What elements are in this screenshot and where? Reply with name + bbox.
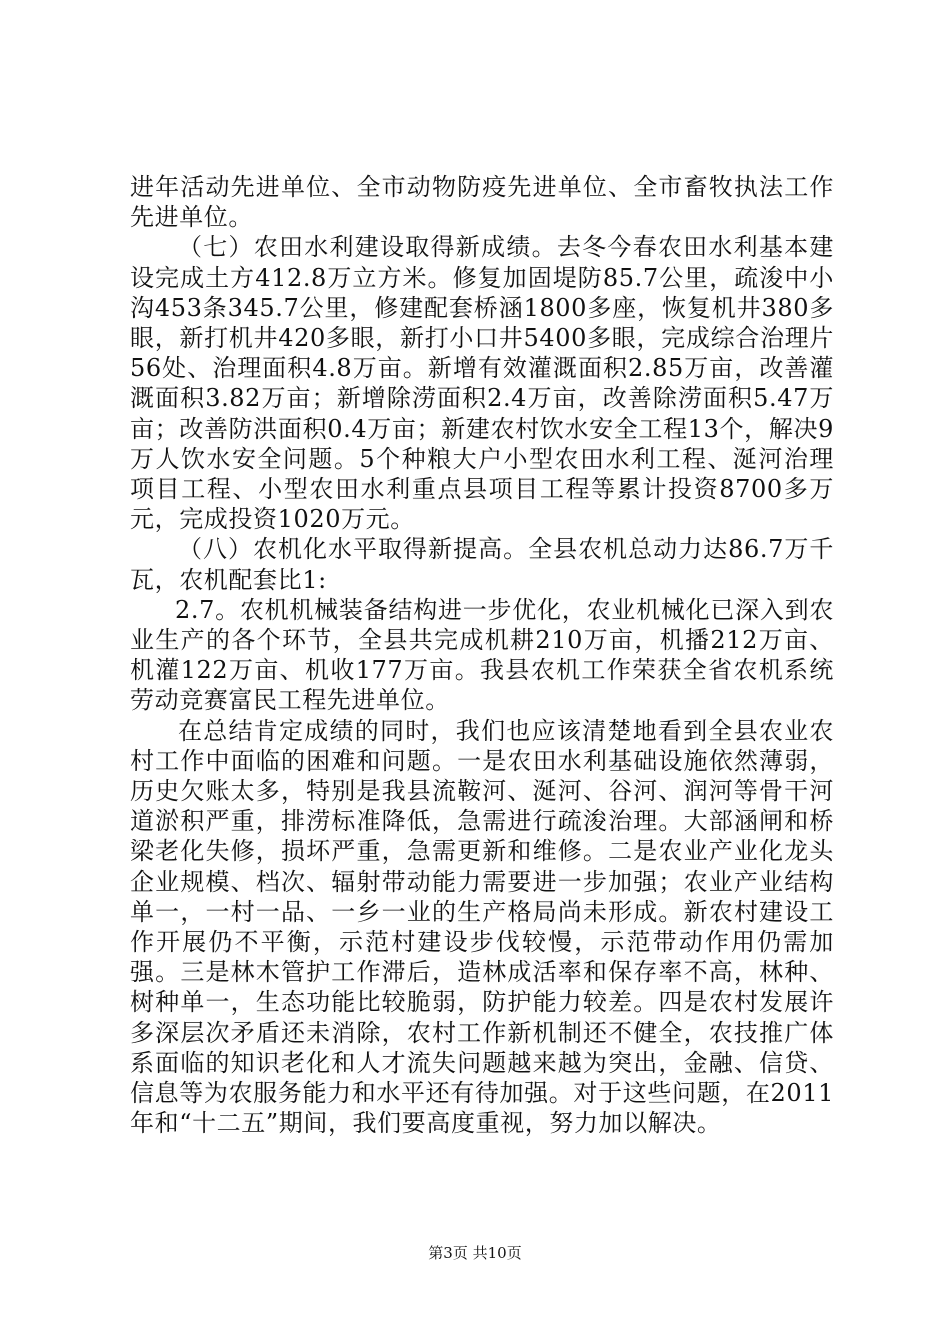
- paragraph-section-8-continued: 2.7。农机机械装备结构进一步优化，农业机械化已深入到农业生产的各个环节，全县共完成机耕210万亩，机播212万亩、机灌122万亩、机收177万亩。我县农机工作荣获全省农机系统劳动竞赛富民工程先进单位。: [130, 595, 834, 715]
- document-body: [130, 172, 834, 1139]
- paragraph-section-8: （八）农机化水平取得新提高。全县农机总动力达86.7万千瓦，农机配套比1:: [130, 535, 834, 594]
- paragraph-continued: 进年活动先进单位、全市动物防疫先进单位、全市畜牧执法工作先进单位。: [130, 173, 834, 232]
- paragraph-problems: 在总结肯定成绩的同时，我们也应该清楚地看到全县农业农村工作中面临的困难和问题。一是农田水利基础设施依然薄弱，历史欠账太多，特别是我县流鞍河、涎河、谷河、润河等骨干河道淤积严重，排涝标准降低，急需进行疏浚治理。大部涵闸和桥梁老化失修，损坏严重，急需更新和维修。二是农业产业化龙头企业规模、档次、辐射带动能力需要进一步加强；农业产业结构单一，一村一品、一乡一业的生产格局尚未形成。新农村建设工作开展仍不平衡，示范村建设步伐较慢，示范带动作用仍需加强。三是林木管护工作滞后，造林成活率和保存率不高，林种、树种单一，生态功能比较脆弱，防护能力较差。四是农村发展许多深层次矛盾还未消除，农村工作新机制还不健全，农技推广体系面临的知识老化和人才流失问题越来越为突出，金融、信贷、信息等为农服务能力和水平还有待加强。对于这些问题，在2011年和“十二五”期间，我们要高度重视，努力加以解决。: [130, 716, 834, 1138]
- paragraph-section-7: （七）农田水利建设取得新成绩。去冬今春农田水利基本建设完成土方412.8万立方米。修复加固堤防85.7公里，疏浚中小沟453条345.7公里，修建配套桥涵1800多座，恢复机井380多眼，新打机井420多眼，新打小口井5400多眼，完成综合治理片56处、治理面积4.8万亩。新增有效灌溉面积2.85万亩，改善灌溉面积3.82万亩；新增除涝面积2.4万亩，改善除涝面积5.47万亩；改善防洪面积0.4万亩；新建农村饮水安全工程13个，解决9万人饮水安全问题。5个种粮大户小型农田水利工程、涎河治理项目工程、小型农田水利重点县项目工程等累计投资8700多万元，完成投资1020万元。: [130, 233, 834, 534]
- page-footer: 第3页 共10页: [428, 1244, 522, 1262]
